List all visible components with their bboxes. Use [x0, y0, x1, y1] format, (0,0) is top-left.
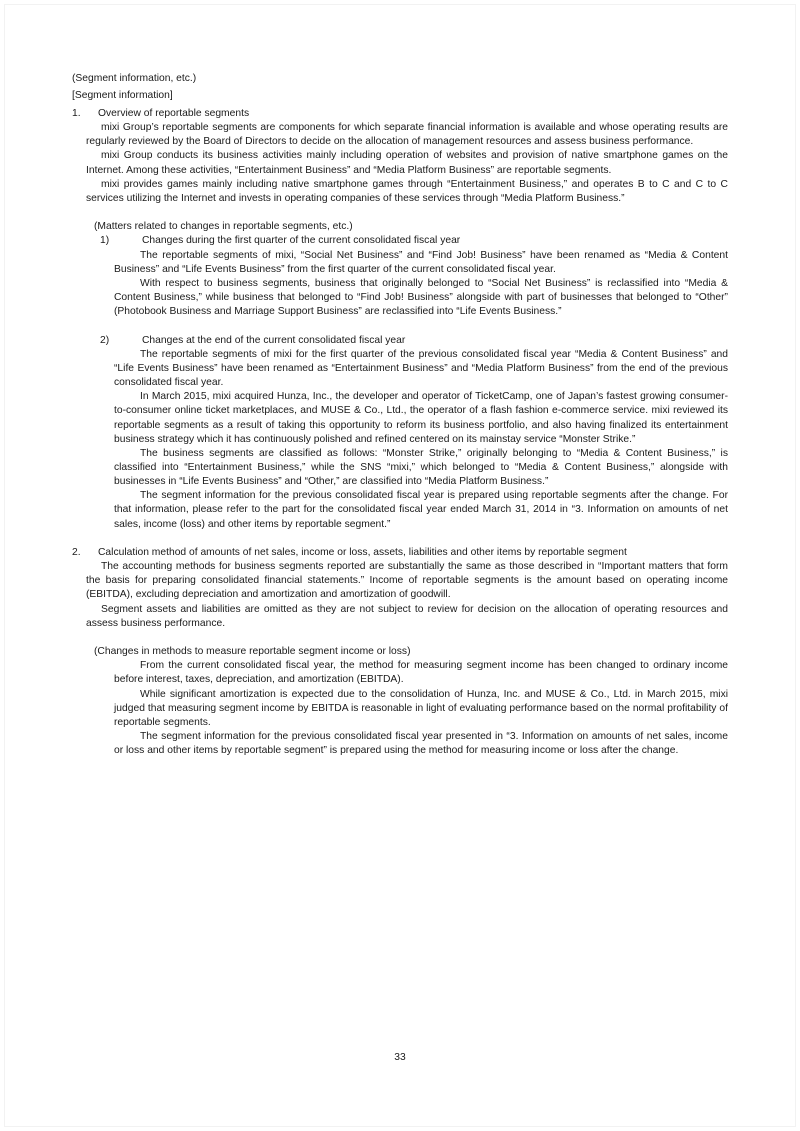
subsection-2-paragraph-1: The reportable segments of mixi for the first quarter of the previous consolidated fiscal year “Media & Content Business” and “Life Events Business” have been renamed as “Entertainment Business” and “Media Platform Business” from the end of the previous consolidated fiscal year.	[114, 348, 728, 389]
section-2-note-title: (Changes in methods to measure reportable segment income or loss)	[94, 646, 411, 658]
section-1-paragraph-3: mixi provides games mainly including native smartphone games through “Entertainment Business,” and operates B to C and C to C services utilizing the Internet and invests in operating companies of these services through “Media Platform Business.”	[86, 178, 728, 204]
subsection-2-paragraph-2: In March 2015, mixi acquired Hunza, Inc., the developer and operator of TicketCamp, one of Japan’s fastest growing consumer-to-consumer online ticket marketplaces, and MUSE & Co., Ltd., the operator of a flash fashion e-commerce service. mixi reviewed its reportable segments as a result of taking this opportunity to reform its business portfolio, and also having finalized its entertainment business strategy which it has continuously polished and refined centered on its mainstay service “Monster Strike.”	[114, 391, 728, 445]
spacer	[72, 631, 728, 645]
subsection-1-heading	[100, 234, 728, 248]
section-2-note-block	[72, 659, 728, 758]
heading-segment-information-etc: (Segment information, etc.)	[72, 73, 197, 84]
subsection-2-number: 2)	[100, 334, 110, 346]
section-2-paragraph-2: Segment assets and liabilities are omitted as they are not subject to review for decision on the allocation of operating resources and assess business performance.	[86, 603, 728, 629]
document-body	[72, 72, 728, 758]
subsection-2-title: Changes at the end of the current consolidated fiscal year	[142, 334, 406, 346]
section-2-note-paragraph-2: While significant amortization is expected due to the consolidation of Hunza, Inc. and MUSE & Co., Ltd. in March 2015, mixi judged that measuring segment income by EBITDA is reasonable in light of evaluating performance based on the normal profitability of reportable segments.	[114, 688, 728, 728]
section-1-paragraph-1: mixi Group’s reportable segments are components for which separate financial information is available and whose operating results are regularly reviewed by the Board of Directors to decide on the allocation of management resources and assess business performance.	[86, 122, 728, 148]
page-number: 33	[394, 1052, 406, 1063]
section-1-title: Overview of reportable segments	[98, 108, 250, 119]
subsection-1-block	[72, 234, 728, 319]
subsection-1-paragraph-2: With respect to business segments, business that originally belonged to “Social Net Business” is reclassified into “Media & Content Business,” while business that belonged to “Find Job! Business” alongside with part of businesses that belonged to “Other” (Photobook Business and Marriage Support Business” are reclassified into “Life Events Business.”	[114, 277, 728, 318]
section-2-paragraph-1: The accounting methods for business segments reported are substantially the same as those described in “Important matters that form the basis for preparing consolidated financial statements.” Income of reportable segments is the amount based on operating income (EBITDA), excluding depreciation and amortization and amortization of goodwill.	[86, 561, 728, 601]
section-1-paragraph-2: mixi Group conducts its business activities mainly including operation of websites and provision of native smartphone games on the Internet. Among these activities, “Entertainment Business” and “Media Platform Business” are reportable segments.	[86, 150, 728, 176]
section-1-heading	[72, 107, 728, 121]
subsection-2-paragraph-3: The business segments are classified as follows: “Monster Strike,” originally belonging to “Media & Content Business,” is classified into “Entertainment Business,” while the SNS “mixi,” which belonged to “Media & Content Business,” alongside with businesses in “Life Events Business” and “Other,” are classified into “Media Platform Business.”	[114, 447, 728, 488]
section-2-heading	[72, 546, 728, 560]
spacer	[72, 206, 728, 220]
subsection-1-title: Changes during the first quarter of the current consolidated fiscal year	[142, 235, 461, 247]
subsection-1-paragraph-1: The reportable segments of mixi, “Social Net Business” and “Find Job! Business” have been renamed as “Media & Content Business” and “Life Events Business” from the first quarter of the current consolidated fiscal year.	[114, 249, 728, 275]
section-2-note-paragraph-3: The segment information for the previous consolidated fiscal year presented in “3. Information on amounts of net sales, income or loss and other items by reportable segment” is prepared using the method for measuring income or loss after the change.	[114, 731, 728, 757]
section-2-note-paragraph-1: From the current consolidated fiscal year, the method for measuring segment income has been changed to ordinary income before interest, taxes, depreciation, and amortization (EBITDA).	[114, 660, 728, 686]
section-1-number: 1.	[72, 108, 81, 119]
subsection-1-number: 1)	[100, 235, 110, 247]
subsection-2-heading	[100, 334, 728, 348]
spacer	[72, 319, 728, 333]
section-1-note-title: (Matters related to changes in reportable segments, etc.)	[94, 221, 353, 233]
section-2-number: 2.	[72, 546, 81, 558]
spacer	[72, 532, 728, 546]
section-2-title: Calculation method of amounts of net sales, income or loss, assets, liabilities and other items by reportable segment	[98, 546, 627, 558]
subsection-2-block	[72, 334, 728, 532]
subsection-2-paragraph-4: The segment information for the previous consolidated fiscal year is prepared using reportable segments after the change. For that information, please refer to the part for the consolidated fiscal year ended March 31, 2014 in “3. Information on amounts of net sales, income (loss) and other items by reportable segment.”	[114, 490, 728, 530]
heading-segment-information: [Segment information]	[72, 90, 173, 102]
